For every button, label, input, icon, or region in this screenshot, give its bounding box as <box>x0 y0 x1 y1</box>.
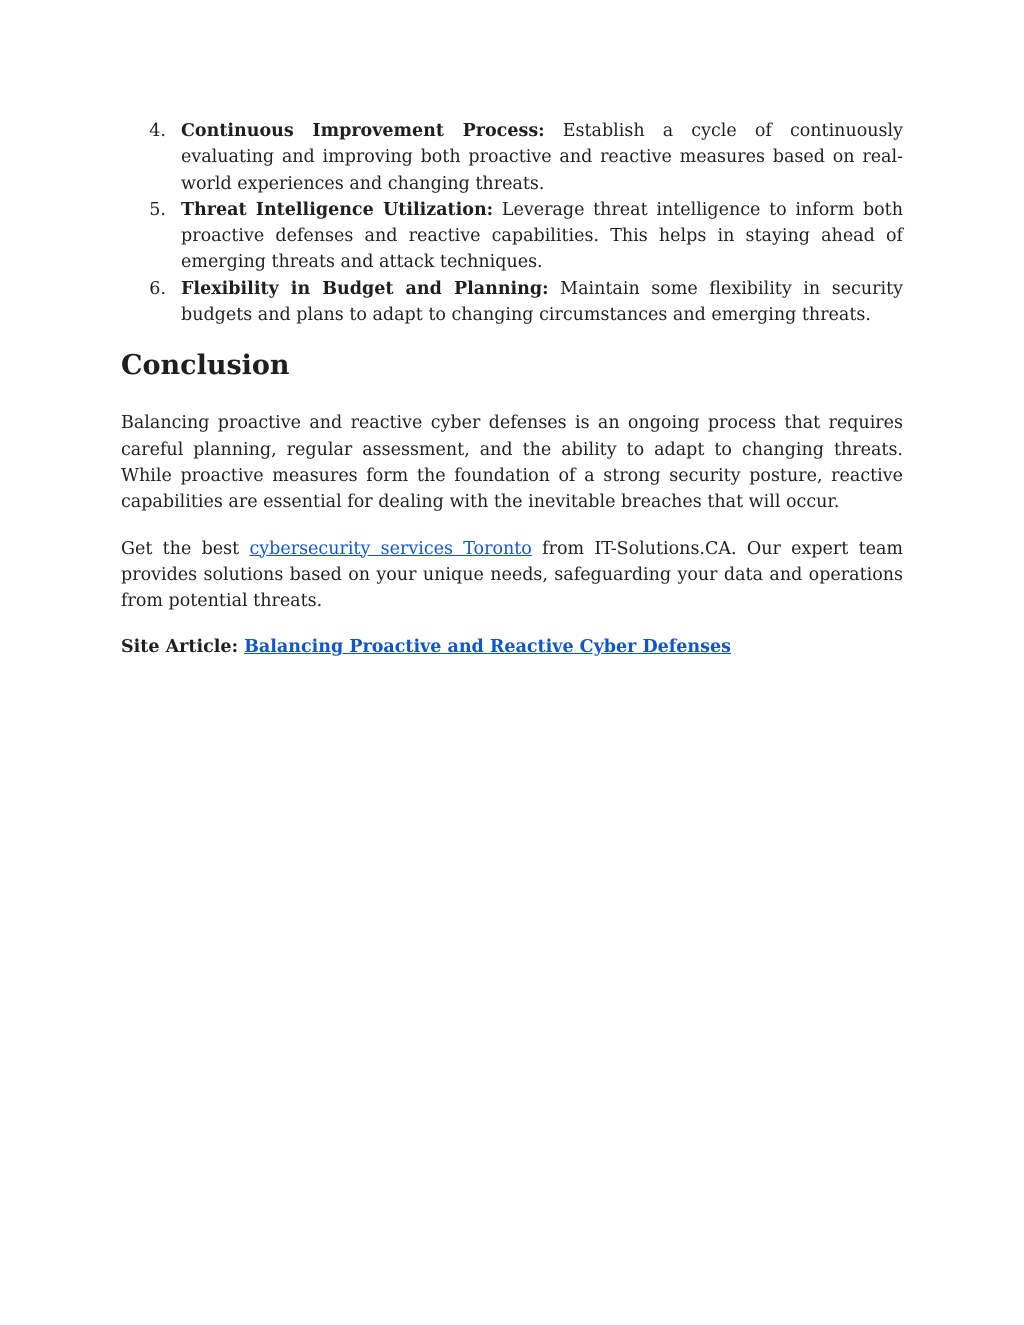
services-text-before: Get the best <box>121 538 250 559</box>
list-item-body <box>181 197 903 276</box>
services-text-after: from IT-Solutions.CA. Our expert team provides solutions based on your unique needs, safeguarding your data and operations from potential threats. <box>121 538 904 612</box>
cybersecurity-services-link[interactable]: cybersecurity services Toronto <box>249 538 532 559</box>
list-item-text: Maintain some flexibility in security budgets and plans to adapt to changing circumstances and emerging threats. <box>181 278 903 326</box>
list-item <box>121 197 903 276</box>
services-paragraph <box>121 536 903 615</box>
site-article-label: Site Article: <box>121 637 245 658</box>
list-item-number: 5. <box>149 199 166 220</box>
list-item-text: Leverage threat intelligence to inform both proactive defenses and reactive capabilities. This helps in staying ahead of emerging threats and attack techniques. <box>181 199 903 273</box>
list-item-number: 4. <box>149 121 166 141</box>
numbered-list <box>121 118 903 328</box>
site-article-link[interactable]: Balancing Proactive and Reactive Cyber Defenses <box>244 637 731 658</box>
list-item-title: Threat Intelligence Utilization: <box>181 199 494 220</box>
list-item-text: Establish a cycle of continuously evaluating and improving both proactive and reactive measures based on real-world experiences and changing threats. <box>181 121 903 194</box>
list-item <box>121 276 903 329</box>
site-article-line <box>121 634 903 660</box>
list-item-title: Flexibility in Budget and Planning: <box>181 278 549 299</box>
conclusion-heading: Conclusion <box>121 350 290 382</box>
list-item <box>121 118 903 197</box>
list-item-body <box>181 276 903 329</box>
conclusion-paragraph: Balancing proactive and reactive cyber defenses is an ongoing process that requires careful planning, regular assessment, and the ability to adapt to changing threats. While proactive measures form the foundation of a strong security posture, reactive capabilities are essential for dealing with the inevitable breaches that will occur. <box>121 413 903 513</box>
list-item-body <box>181 118 903 197</box>
list-item-title: Continuous Improvement Process: <box>181 121 545 141</box>
list-item-number: 6. <box>149 278 166 299</box>
document-page <box>121 118 903 661</box>
